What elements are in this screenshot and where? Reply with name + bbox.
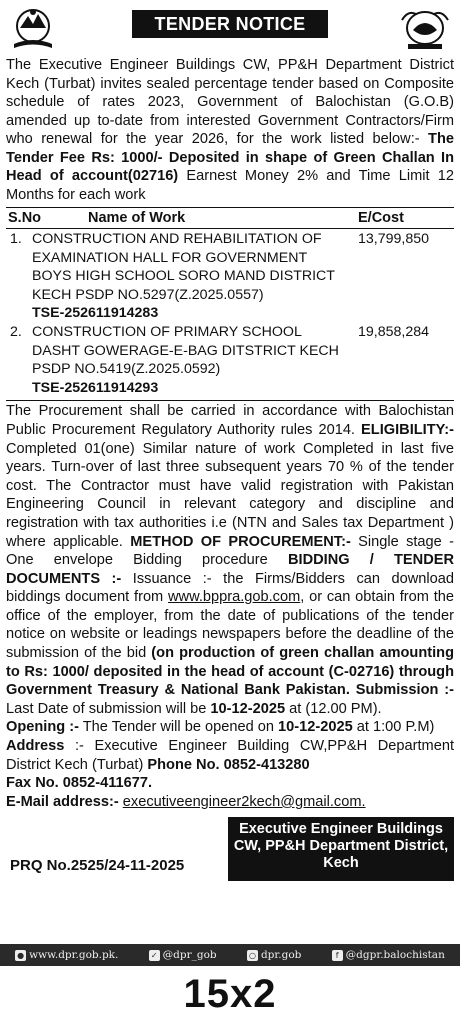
work-row (6, 230, 454, 323)
twitter-item[interactable] (149, 949, 217, 961)
address-label: Address (6, 738, 65, 755)
header-sno: S.No (8, 210, 42, 226)
work-description: CONSTRUCTION OF PRIMARY SCHOOL DASHT GOWERAGE-E-BAG DITSTRICT KECH PSDP NO.5419(Z.2025.0592) (32, 323, 339, 378)
tender-notice (6, 4, 454, 964)
earnest-money-text: Earnest Money 2% and Time Limit 12 Months for each work (6, 168, 454, 203)
documents-text: Issuance :- the Firms/Bidders can download biddings document from (6, 570, 454, 606)
signature-line: CW, PP&H Department District, (233, 838, 449, 855)
website-text: www.dpr.gob.pk. (29, 949, 119, 961)
bppra-website-link[interactable]: www.bppra.gob.com (168, 589, 301, 606)
procurement-terms (6, 400, 454, 811)
signature-line: Executive Engineer Buildings (239, 821, 443, 838)
work-row (6, 323, 454, 397)
notice-footer (6, 811, 454, 883)
signature-block (228, 817, 454, 881)
header-cost: E/Cost (358, 210, 404, 226)
globe-icon: ● (15, 950, 26, 961)
signature-line: Kech (323, 855, 359, 872)
documents-label: BIDDING / TENDER DOCUMENTS :- (6, 552, 455, 587)
facebook-item[interactable] (332, 949, 445, 961)
twitter-text: @dpr_gob (162, 949, 217, 961)
email-label: E-Mail address:- (6, 793, 119, 810)
ad-size-label: 15x2 (183, 972, 277, 1016)
facebook-text: @dgpr.balochistan (345, 949, 445, 961)
works-table-header (6, 207, 454, 229)
facebook-icon: f (332, 950, 343, 961)
work-cost: 19,858,284 (358, 323, 430, 340)
notice-header (6, 4, 454, 54)
social-bar (0, 944, 460, 966)
work-number: 1. (10, 231, 22, 247)
address-text: :- Executive Engineer Building CW,PP&H Department District Kech (Turbat) (6, 738, 454, 773)
method-label: METHOD OF PROCUREMENT:- (130, 533, 351, 550)
procurement-rules-text: The Procurement shall be carried in accordance with Balochistan Public Procurement Regulatory Authority rules 2014. (6, 403, 454, 438)
balochistan-seal-logo (398, 6, 452, 52)
documents-text-continued: , or can obtain from the office of the employer, from the date of publications of the tender notice on website or leadings newspapers before the deadline of the submission of the bid (6, 589, 454, 662)
prq-number: PRQ No.2525/24-11-2025 (10, 857, 185, 875)
work-cost: 13,799,850 (358, 231, 430, 247)
challan-text: (on production of green challan amounting to Rs: 1000/ deposited in the head of account (C-02716) through Government Treasury & National Bank Pakistan. (6, 645, 454, 699)
submission-label: Submission :- (355, 682, 454, 699)
opening-date: 10-12-2025 (278, 719, 353, 736)
submission-time: at (12.00 PM). (289, 700, 382, 717)
twitter-icon: ✓ (149, 950, 160, 961)
email-link[interactable]: executiveengineer2kech@gmail.com. (122, 793, 366, 810)
work-tse-id: TSE-252611914283 (32, 305, 159, 322)
phone-label: Phone No. (147, 756, 220, 773)
instagram-text: dpr.gob (260, 949, 302, 961)
work-description: CONSTRUCTION AND REHABILITATION OF EXAMINATION HALL FOR GOVERNMENT BOYS HIGH SCHOOL SORO MAND DISTRICT KECH PSDP NO.5297(Z.2025.0557) (32, 231, 335, 303)
website-item[interactable] (15, 949, 118, 961)
fax-label: Fax No. (6, 775, 59, 792)
work-tse-id: TSE-252611914293 (32, 379, 159, 396)
tender-fee-text: The Tender Fee Rs: 1000/- Deposited in shape of Green Challan In Head of account(02716) (6, 131, 454, 184)
intro-text: The Executive Engineer Buildings CW, PP&H Department District Kech (Turbat) invites sealed percentage tender based on Composite schedule of rates 2023, Government of Balochistan (G.O.B) amended up to-date from interested Government Contractors/Firm who renewal for the year 2026, for the work listed below:- (6, 57, 454, 147)
fax-number: 0852-411677. (62, 775, 153, 792)
method-text: Single stage -One envelope Bidding procedure (6, 533, 454, 569)
notice-title: TENDER NOTICE (132, 10, 328, 38)
eligibility-text: Completed 01(one) Similar nature of work Completed in last five years. Turn-over of last three subsequent years 70 % of the tender cost. The Contractor must have valid registration with Pakistan Engineering Council in relevant category and discipline and registration with tax authorities i.e (NTN and Sales tax Department ) where applicable. (6, 440, 454, 550)
instagram-item[interactable] (247, 949, 301, 961)
work-number: 2. (10, 323, 22, 340)
submission-date: 10-12-2025 (210, 700, 286, 717)
header-name-of-work: Name of Work (88, 210, 186, 226)
submission-text: Last Date of submission will be (6, 700, 207, 717)
phone-number: 0852-413280 (223, 756, 310, 773)
instagram-icon: ○ (247, 950, 258, 961)
government-emblem-logo (8, 6, 58, 52)
eligibility-label: ELIGIBILITY:- (361, 421, 455, 438)
opening-time: at 1:00 P.M) (356, 719, 435, 736)
opening-text: The Tender will be opened on (82, 719, 274, 736)
opening-label: Opening :- (6, 719, 79, 736)
intro-paragraph (6, 56, 454, 204)
